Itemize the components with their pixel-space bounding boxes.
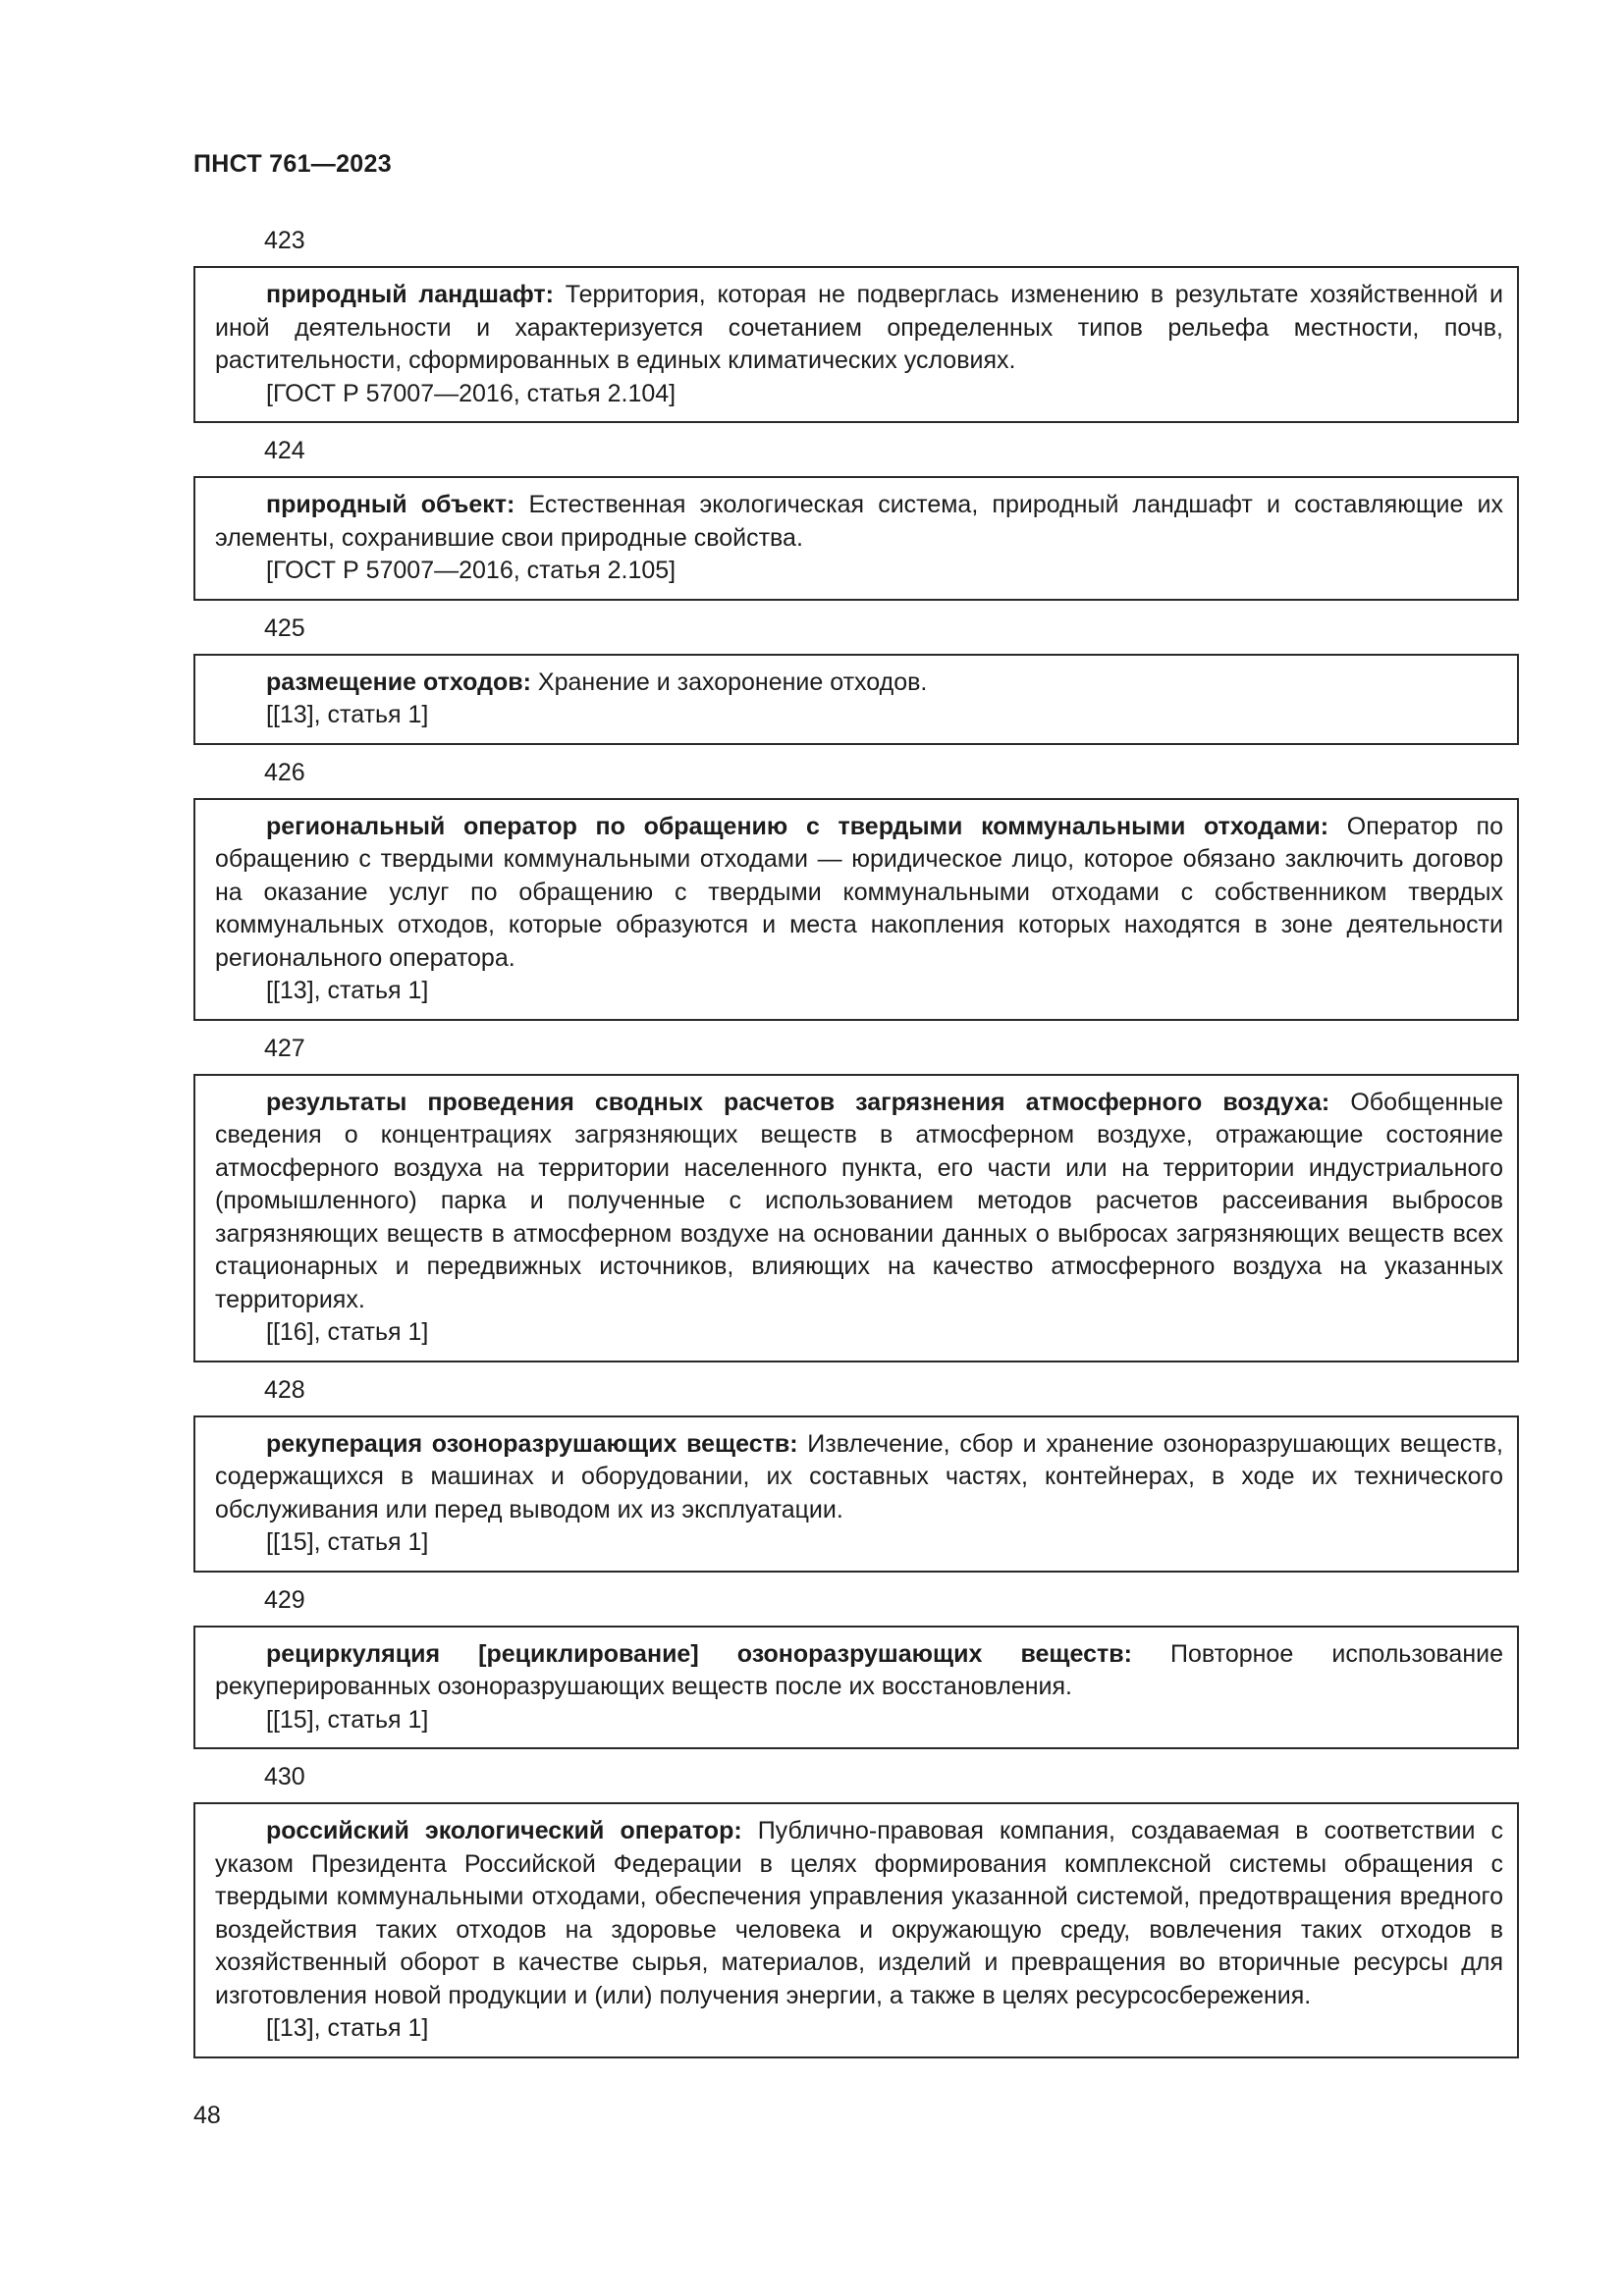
entry-number: 429 <box>264 1585 305 1614</box>
definition-box <box>193 1415 1519 1573</box>
definition-paragraph <box>215 667 1503 700</box>
term-definition: Повторное использование рекуперированных озоноразрушающих веществ после их восстановления. <box>215 1639 1503 1700</box>
definition-box <box>193 1802 1519 2058</box>
definition-box <box>193 654 1519 745</box>
definition-paragraph <box>215 1638 1503 1704</box>
definition-box <box>193 266 1519 423</box>
term-source: [[13], статья 1] <box>266 977 429 1004</box>
term-source: [[15], статья 1] <box>266 1528 429 1556</box>
definition-box <box>193 1074 1519 1362</box>
term-entry-429 <box>193 1581 1519 1750</box>
entry-number: 423 <box>264 227 305 254</box>
term-source: [ГОСТ Р 57007—2016, статья 2.105] <box>266 557 677 584</box>
term-entry-424 <box>193 432 1519 601</box>
definition-paragraph <box>215 489 1503 555</box>
entry-number: 430 <box>264 1763 305 1790</box>
term-entry-428 <box>193 1371 1519 1573</box>
definition-box <box>193 476 1519 601</box>
term-name: размещение отходов: <box>266 667 531 696</box>
term-name: российский экологический оператор: <box>266 1817 742 1844</box>
definition-box <box>193 1626 1519 1750</box>
term-name: региональный оператор по обращению с твердыми коммунальными отходами: <box>266 812 1329 840</box>
term-name: природный ландшафт: <box>266 281 554 308</box>
definition-paragraph <box>215 279 1503 378</box>
term-definition: Извлечение, сбор и хранение озоноразрушающих веществ, содержащихся в машинах и оборудовании, их составных частях, контейнерах, в ходе их технического обслуживания или перед выводом их из эксплуатации. <box>215 1429 1503 1523</box>
term-entry-425 <box>193 610 1519 745</box>
term-definition: Естественная экологическая система, природный ландшафт и составляющие их элементы, сохранившие свои природные свойства. <box>215 491 1503 552</box>
term-definition: Публично-правовая компания, создаваемая в соответствии с указом Президента Российской Федерации в целях формирования комплексной системы обращения с твердыми коммунальными отходами, обеспечения управления указанной системой, предотвращения вредного воздействия таких отходов на здоровье человека и окружающую среду, вовлечения таких отходов в хозяйственный оборот в качестве сырья, материалов, изделий и превращения во вторичные ресурсы для изготовления новой продукции и (или) получения энергии, а также в целях ресурсосбережения. <box>215 1817 1503 2009</box>
definition-paragraph <box>215 1087 1503 1317</box>
entry-number: 428 <box>264 1375 305 1404</box>
term-source: [ГОСТ Р 57007—2016, статья 2.104] <box>266 379 677 407</box>
term-definition: Хранение и захоронение отходов. <box>530 667 928 696</box>
entry-number: 426 <box>264 758 305 786</box>
entry-number: 424 <box>264 437 305 464</box>
definition-paragraph <box>215 1815 1503 2012</box>
entry-number: 425 <box>264 614 305 642</box>
term-name: результаты проведения сводных расчетов загрязнения атмосферного воздуха: <box>266 1088 1330 1116</box>
entry-number: 427 <box>264 1034 305 1062</box>
definition-paragraph <box>215 1428 1503 1527</box>
term-entry-423 <box>193 222 1519 423</box>
term-name: рециркуляция [рециклирование] озоноразрушающих веществ: <box>266 1639 1132 1668</box>
term-source: [[15], статья 1] <box>266 1705 429 1734</box>
term-source: [[16], статья 1] <box>266 1318 429 1346</box>
term-entry-426 <box>193 754 1519 1021</box>
term-source: [[13], статья 1] <box>266 2014 429 2042</box>
term-name: природный объект: <box>266 491 515 518</box>
term-name: рекуперация озоноразрушающих веществ: <box>266 1429 798 1458</box>
term-entries <box>193 222 1519 2067</box>
term-definition: Обобщенные сведения о концентрациях загрязняющих веществ в атмосферном воздухе, отражающие состояние атмосферного воздуха на территории населенного пункта, его части или на территории индустриального (промышленного) парка и полученные с использованием методов расчетов рассеивания выбросов загрязняющих веществ в атмосферном воздухе на основании данных о выбросах загрязняющих веществ всех стационарных и передвижных источников, влияющих на качество атмосферного воздуха на указанных территориях. <box>215 1088 1503 1313</box>
term-definition: Оператор по обращению с твердыми коммунальными отходами — юридическое лицо, которое обязано заключить договор на оказание услуг по обращению с твердыми коммунальными отходами с собственником твердых коммунальных отходов, которые образуются и места накопления которых находятся в зоне деятельности регионального оператора. <box>215 812 1503 972</box>
definition-paragraph <box>215 811 1503 976</box>
term-definition: Территория, которая не подверглась изменению в результате хозяйственной и иной деятельности и характеризуется сочетанием определенных типов рельефа местности, почв, растительности, сформированных в единых климатических условиях. <box>215 281 1503 374</box>
term-entry-427 <box>193 1030 1519 1362</box>
page-number: 48 <box>193 2102 221 2129</box>
document-code: ПНСТ 761—2023 <box>193 150 392 178</box>
definition-box <box>193 798 1519 1021</box>
term-source: [[13], статья 1] <box>266 701 429 728</box>
term-entry-430 <box>193 1758 1519 2058</box>
